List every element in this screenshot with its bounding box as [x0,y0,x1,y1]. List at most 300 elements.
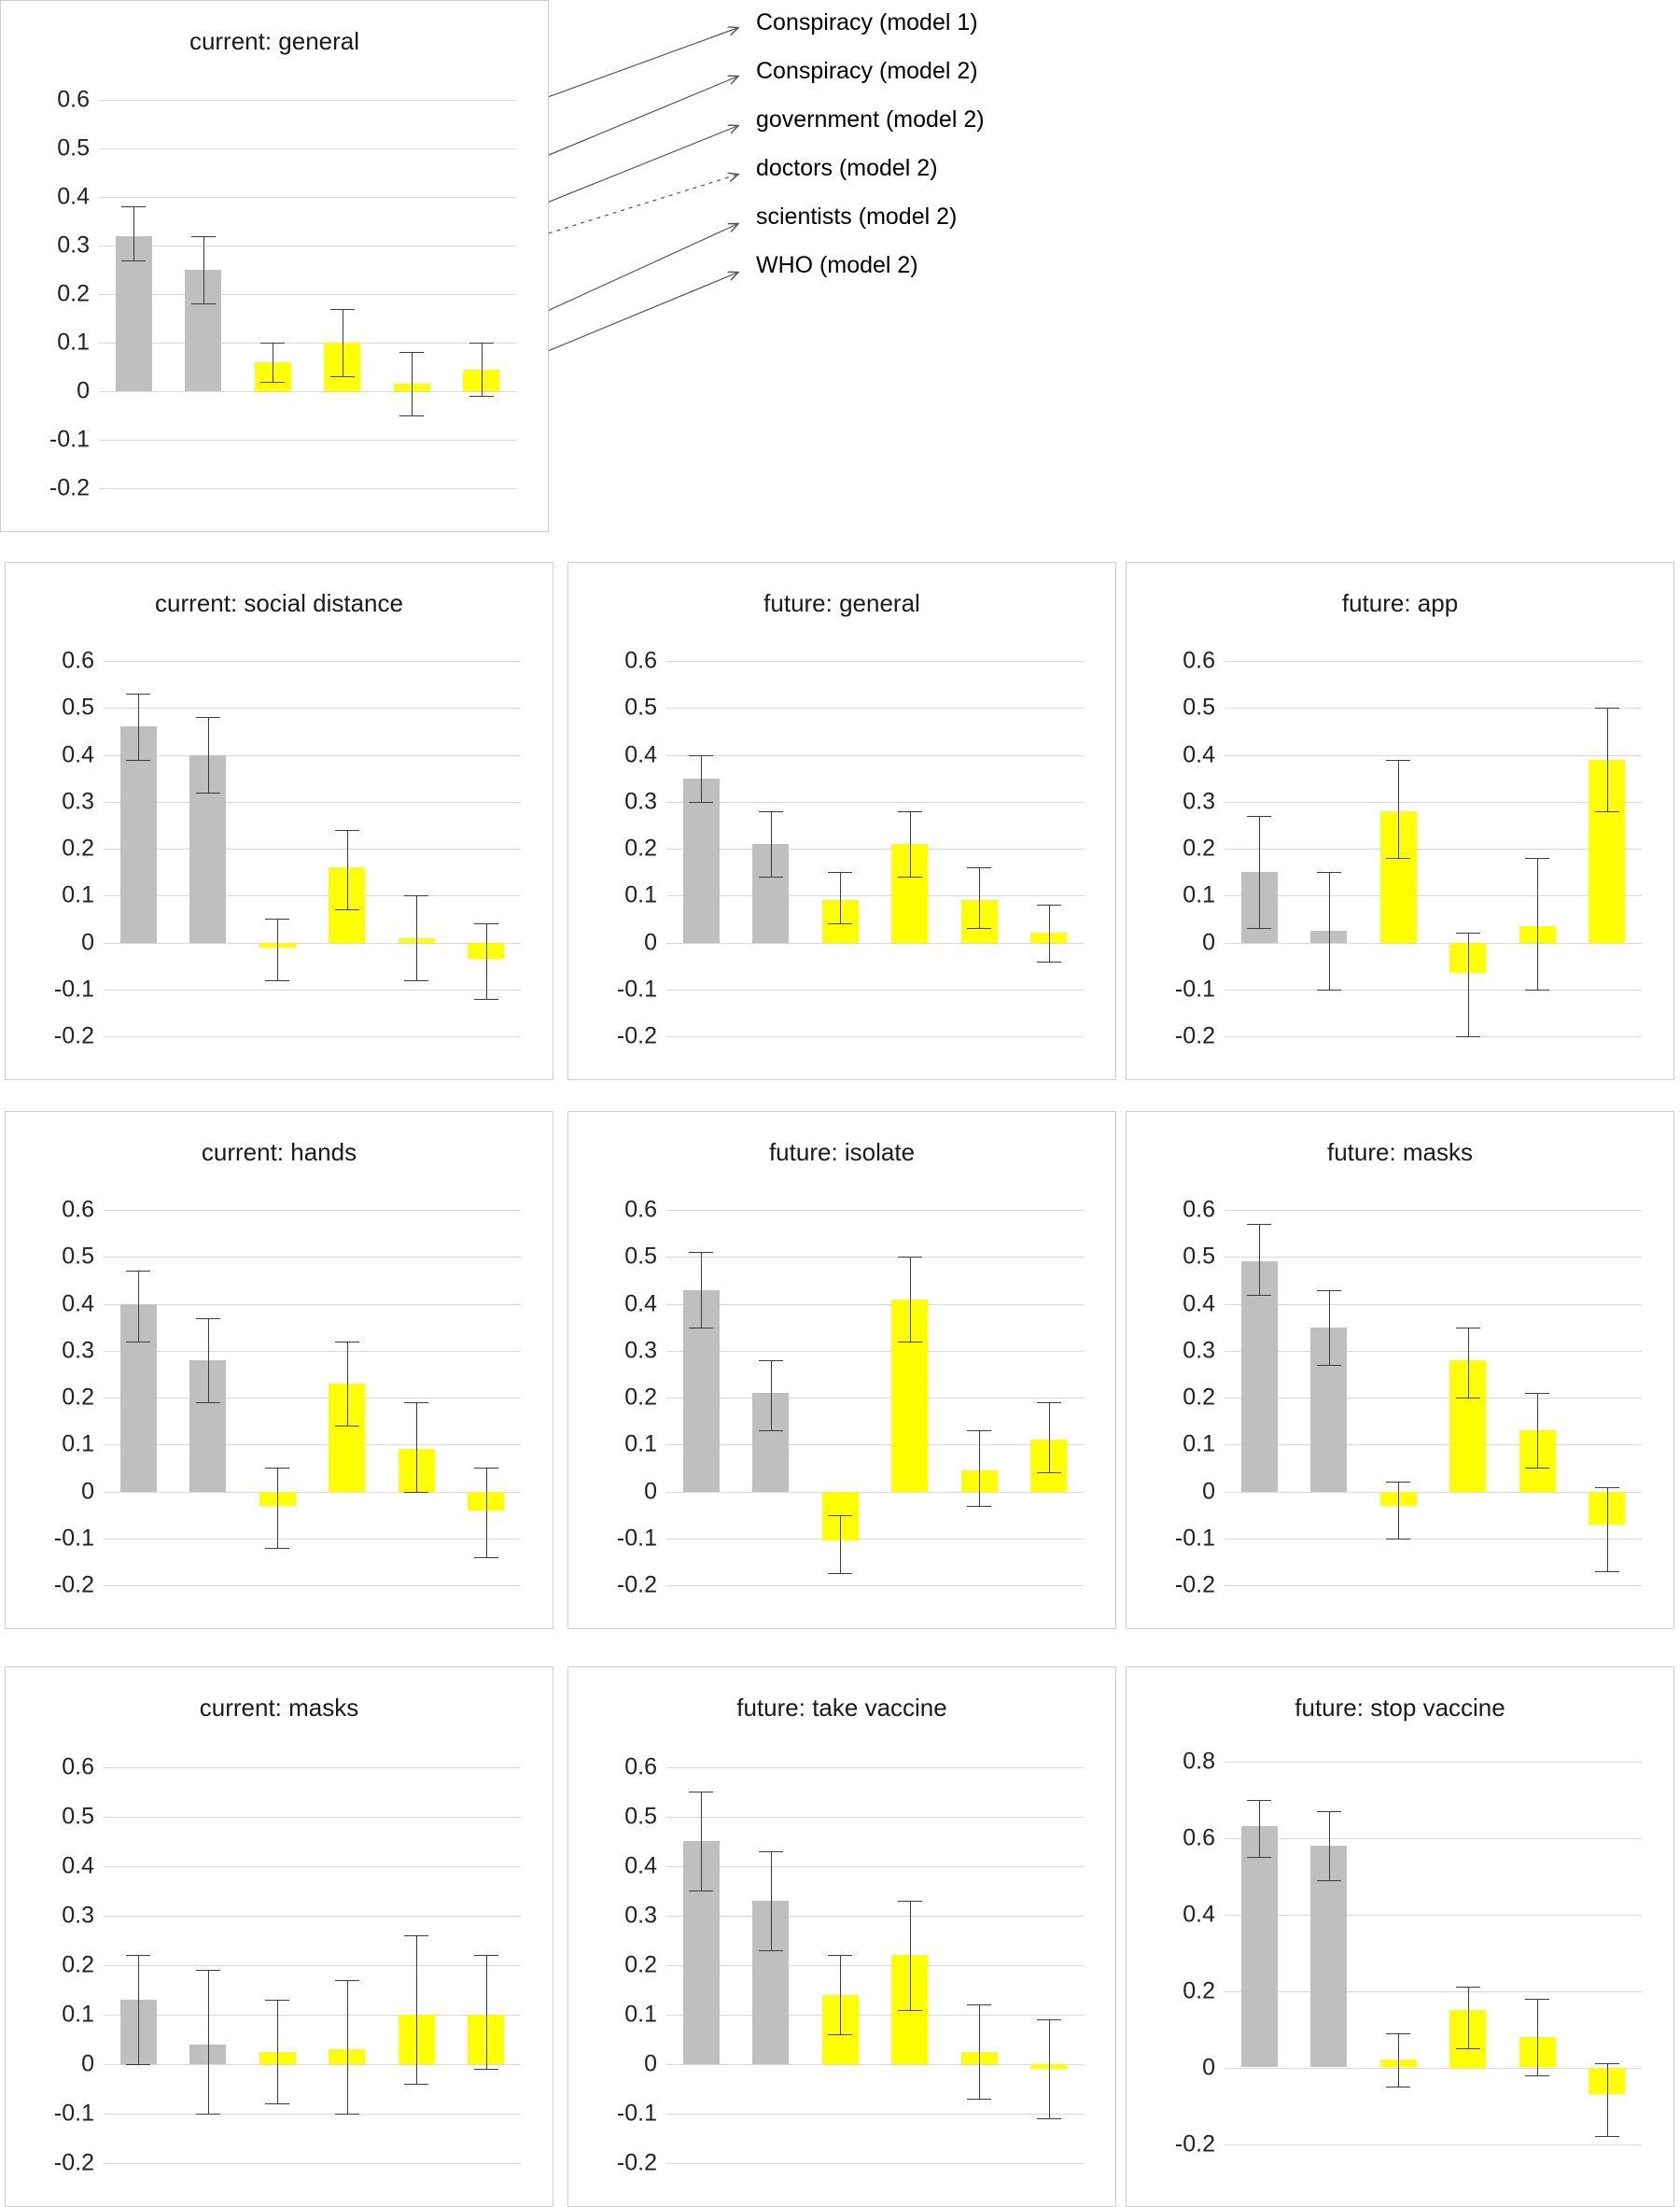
error-bar-cap [335,830,359,831]
y-axis-tick-label: -0.2 [1174,1022,1215,1049]
gridline [1225,2068,1642,2069]
gridline [1225,708,1642,709]
legend-item-2: government (model 2) [756,106,985,133]
error-bar-cap [265,919,289,920]
plot-area [1174,1187,1642,1598]
y-axis-tick-label: 0 [644,929,657,956]
y-axis-tick-label: 0.1 [1183,1430,1215,1457]
chart-title: future: app [1341,589,1459,617]
y-axis-tick-label: 0.1 [624,2001,657,2028]
y-axis-tick-label: -0.2 [53,1571,94,1598]
error-bar [1537,858,1538,990]
bar [1241,1261,1278,1491]
y-axis-tick-label: 0 [1202,929,1215,956]
error-bar [979,1430,980,1505]
y-axis-tick-label: 0.5 [62,1243,94,1270]
error-bar-cap [404,1402,428,1403]
error-bar-cap [1456,933,1480,934]
chart-panel [1126,562,1674,1080]
gridline [666,661,1084,662]
error-bar-cap [1456,1036,1480,1037]
error-bar-cap [474,999,498,1000]
error-bar-cap [1247,1295,1271,1296]
error-bar-cap [196,1402,220,1403]
chart-panel [1126,1666,1674,2207]
error-bar [1329,1290,1330,1365]
gridline [1225,802,1642,803]
gridline [666,849,1084,850]
error-bar-cap [967,928,991,929]
y-axis-tick-label: 0.5 [57,134,90,162]
y-axis-tick-label: 0.4 [62,741,94,768]
y-axis-tick-label: 0.6 [62,1753,94,1780]
gridline [104,849,521,850]
gridline [1225,1210,1642,1211]
error-bar-cap [469,343,494,344]
gridline [666,2114,1084,2115]
error-bar-cap [759,1360,783,1361]
error-bar-cap [1595,811,1619,812]
error-bar-cap [898,877,922,878]
y-axis-tick-label: -0.1 [53,976,94,1003]
y-axis-tick-label: 0.5 [624,1803,657,1830]
error-bar-cap [196,2114,220,2115]
error-bar-cap [335,2114,359,2115]
error-bar-cap [967,1430,991,1431]
error-bar-cap [1525,990,1549,991]
gridline [666,2015,1084,2016]
error-bar [979,867,980,928]
bar [683,779,720,943]
gridline [104,1257,521,1258]
error-bar-cap [474,923,498,924]
plot-area [616,638,1084,1049]
gridline [666,2163,1084,2164]
error-bar [1049,2019,1050,2118]
error-bar-cap [330,309,355,310]
error-bar [1049,905,1050,961]
plot-area [49,76,516,501]
error-bar-cap [1247,1224,1271,1225]
chart-panel [567,1666,1116,2207]
gridline [1225,1351,1642,1352]
error-bar-cap [265,1468,289,1469]
error-bar [208,1970,209,2114]
error-bar-cap [967,1506,991,1507]
error-bar-cap [1317,1880,1341,1881]
y-axis-tick-label: 0.4 [62,1852,94,1879]
error-bar [1329,872,1330,990]
plot-area [53,1187,521,1598]
bar [1241,1826,1278,2067]
y-axis-tick-label: -0.2 [1174,1571,1215,1598]
error-bar-cap [191,236,216,237]
y-axis-tick-label: 0.4 [1183,1290,1215,1317]
error-bar-cap [689,802,713,803]
error-bar [412,352,413,415]
error-bar [347,1980,348,2114]
error-bar-cap [1317,1290,1341,1291]
error-bar-cap [967,2004,991,2005]
error-bar [1607,1487,1608,1571]
y-axis-tick-label: -0.1 [53,2100,94,2127]
error-bar [138,1955,139,2064]
chart-panel [5,562,553,1080]
y-axis-tick-label: 0.2 [57,280,90,307]
error-bar-cap [898,1257,922,1258]
y-axis-tick-label: 0.2 [624,1384,657,1411]
gridline [666,1965,1084,1966]
gridline [666,1398,1084,1399]
error-bar [1398,2033,1399,2087]
chart-title: current: general [189,27,360,55]
plot-area [616,1187,1084,1598]
y-axis-tick-label: 0.6 [62,1196,94,1223]
error-bar [771,811,772,877]
y-axis-tick-label: -0.2 [616,1022,657,1049]
chart-title: future: isolate [768,1138,916,1166]
error-bar-cap [1595,1571,1619,1572]
y-axis-tick-label: 0.5 [1183,694,1215,721]
error-bar-cap [265,1548,289,1549]
y-axis-tick-label: 0 [81,1478,94,1505]
plot-area [616,1742,1084,2176]
error-bar [133,206,134,260]
gridline [1225,1838,1642,1839]
error-bar-cap [1456,2048,1480,2049]
y-axis-tick-label: -0.1 [616,2100,657,2127]
y-axis-tick-label: 0 [81,929,94,956]
legend-item-5: WHO (model 2) [756,252,918,278]
chart-title: current: masks [199,1694,359,1722]
error-bar [840,1515,841,1574]
gridline [104,943,521,944]
error-bar [347,1342,348,1426]
error-bar-cap [1595,2063,1619,2064]
y-axis-tick-label: 0.4 [1183,1901,1215,1927]
y-axis-tick-label: 0.5 [624,694,657,721]
error-bar-cap [399,352,424,353]
y-axis-tick-label: 0.2 [62,1951,94,1978]
gridline [1225,1762,1642,1763]
gridline [104,2114,521,2115]
error-bar-cap [1525,1468,1549,1469]
y-axis-tick-label: 0.6 [1183,1824,1215,1850]
error-bar [1329,1811,1330,1880]
gridline [104,1916,521,1917]
y-axis-tick-label: -0.2 [53,1022,94,1049]
chart-title: current: social distance [155,589,403,617]
gridline [666,1304,1084,1305]
y-axis-tick-label: 0.6 [62,647,94,674]
y-axis-tick-label: 0.3 [62,1902,94,1929]
error-bar-cap [404,2084,428,2085]
gridline [1225,849,1642,850]
error-bar-cap [126,760,150,761]
y-axis-tick-label: 0.1 [1183,881,1215,908]
gridline [666,802,1084,803]
error-bar [138,694,139,759]
error-bar-cap [898,1901,922,1902]
gridline [104,661,521,662]
y-axis-tick-label: 0.6 [1183,647,1215,674]
error-bar [347,830,348,909]
gridline [104,1866,521,1867]
error-bar [910,811,911,877]
gridline [104,1210,521,1211]
error-bar [701,1792,702,1891]
error-bar-cap [1525,858,1549,859]
y-axis-tick-label: -0.1 [1174,1525,1215,1552]
legend-item-3: doctors (model 2) [756,155,938,181]
error-bar-cap [828,872,852,873]
error-bar [277,919,278,979]
y-axis-tick-label: -0.1 [1174,976,1215,1003]
gridline [666,1257,1084,1258]
gridline [1225,1036,1642,1037]
gridline [104,1492,521,1493]
error-bar-cap [1037,962,1061,963]
error-bar [1537,1999,1538,2075]
error-bar-cap [335,1426,359,1427]
y-axis-tick-label: -0.1 [616,976,657,1003]
y-axis-tick-label: -0.1 [616,1525,657,1552]
plot-area [1174,638,1642,1049]
error-bar-cap [828,1573,852,1574]
error-bar [138,1271,139,1341]
error-bar-cap [126,1955,150,1956]
error-bar [416,895,417,979]
gridline [104,2163,521,2164]
error-bar-cap [689,1252,713,1253]
error-bar-cap [1525,1393,1549,1394]
error-bar [1049,1402,1050,1472]
gridline [104,2064,521,2065]
error-bar-cap [474,1955,498,1956]
chart-title: future: take vaccine [736,1694,947,1722]
error-bar-cap [191,303,216,304]
error-bar-cap [196,793,220,794]
error-bar [1537,1393,1538,1468]
error-bar [840,1955,841,2034]
y-axis-tick-label: -0.1 [49,426,90,453]
y-axis-tick-label: 0 [1202,2054,1215,2080]
error-bar-cap [1595,1487,1619,1488]
gridline [1225,1991,1642,1992]
error-bar-cap [1037,1472,1061,1473]
gridline [99,148,516,149]
error-bar-cap [1386,2087,1410,2088]
error-bar-cap [265,980,289,981]
error-bar-cap [121,206,146,207]
y-axis-tick-label: 0.2 [624,835,657,862]
gridline [104,1585,521,1586]
error-bar-cap [1456,1987,1480,1988]
y-axis-tick-label: 0.6 [1183,1196,1215,1223]
error-bar [208,1318,209,1402]
error-bar [1259,1800,1260,1858]
y-axis-tick-label: 0.8 [1183,1748,1215,1774]
chart-panel [1126,1111,1674,1629]
gridline [1225,661,1642,662]
error-bar-cap [1525,2075,1549,2076]
error-bar [1398,760,1399,858]
gridline [666,895,1084,896]
error-bar-cap [1247,816,1271,817]
y-axis-tick-label: -0.1 [53,1525,94,1552]
gridline [104,1304,521,1305]
error-bar-cap [196,1970,220,1971]
y-axis-tick-label: 0.6 [624,1753,657,1780]
gridline [99,343,516,344]
y-axis-tick-label: 0.3 [1183,788,1215,815]
y-axis-tick-label: 0.3 [62,1337,94,1364]
chart-title: future: masks [1326,1138,1474,1166]
y-axis-tick-label: -0.2 [1174,2130,1215,2157]
error-bar [1468,933,1469,1036]
error-bar-cap [759,1950,783,1951]
error-bar-cap [828,2034,852,2035]
error-bar-cap [260,382,285,383]
y-axis-tick-label: 0.3 [624,1337,657,1364]
error-bar-cap [759,1430,783,1431]
error-bar [1398,1482,1399,1538]
y-axis-tick-label: 0 [644,2050,657,2077]
error-bar-cap [330,376,355,377]
y-axis-tick-label: 0.1 [62,881,94,908]
error-bar-cap [121,260,146,261]
y-axis-tick-label: 0.3 [624,1902,657,1929]
chart-title: future: stop vaccine [1295,1694,1505,1722]
y-axis-tick-label: 0.1 [57,329,90,356]
error-bar-cap [399,415,424,416]
y-axis-tick-label: 0.6 [624,647,657,674]
error-bar-cap [404,980,428,981]
error-bar [840,872,841,923]
error-bar-cap [1386,1482,1410,1483]
error-bar-cap [1386,760,1410,761]
error-bar-cap [474,1468,498,1469]
error-bar-cap [967,867,991,868]
y-axis-tick-label: 0 [1202,1478,1215,1505]
error-bar [1468,1987,1469,2048]
error-bar-cap [1037,2019,1061,2020]
gridline [666,1492,1084,1493]
gridline [666,1210,1084,1211]
error-bar [1607,708,1608,811]
y-axis-tick-label: 0 [644,1478,657,1505]
y-axis-tick-label: -0.2 [53,2149,94,2176]
error-bar-cap [1595,2136,1619,2137]
gridline [1225,895,1642,896]
gridline [666,1817,1084,1818]
y-axis-tick-label: 0.4 [624,1290,657,1317]
error-bar-cap [759,877,783,878]
gridline [104,1351,521,1352]
error-bar-cap [828,1955,852,1956]
y-axis-tick-label: 0.5 [62,694,94,721]
error-bar [416,1935,417,2084]
y-axis-tick-label: 0.3 [624,788,657,815]
error-bar [486,1955,487,2069]
gridline [1225,1444,1642,1445]
error-bar [416,1402,417,1491]
gridline [104,755,521,756]
y-axis-tick-label: 0.4 [624,741,657,768]
error-bar-cap [1317,1811,1341,1812]
error-bar-cap [126,2064,150,2065]
y-axis-tick-label: 0.2 [1183,1384,1215,1411]
y-axis-tick-label: 0.1 [62,1430,94,1457]
error-bar-cap [1037,905,1061,906]
y-axis-tick-label: 0.2 [62,1384,94,1411]
gridline [99,100,516,101]
gridline [666,1444,1084,1445]
gridline [104,1767,521,1768]
error-bar-cap [1456,1398,1480,1399]
error-bar [482,343,483,396]
chart-title: future: general [763,589,920,617]
error-bar-cap [1247,1857,1271,1858]
gridline [666,1585,1084,1586]
error-bar-cap [1525,1999,1549,2000]
gridline [1225,1585,1642,1586]
error-bar [208,717,209,792]
error-bar-cap [759,1851,783,1852]
gridline [104,990,521,991]
error-bar-cap [1037,2118,1061,2119]
y-axis-tick-label: 0.1 [624,881,657,908]
y-axis-tick-label: 0.1 [62,2001,94,2028]
error-bar [1468,1328,1469,1398]
error-bar-cap [469,396,494,397]
y-axis-tick-label: 0.5 [62,1803,94,1830]
gridline [666,2064,1084,2065]
gridline [99,391,516,392]
error-bar-cap [1317,1365,1341,1366]
gridline [104,1965,521,1966]
error-bar [277,2000,278,2103]
gridline [104,1036,521,1037]
y-axis-tick-label: 0.3 [1183,1337,1215,1364]
chart-panel [0,0,549,532]
error-bar-cap [689,755,713,756]
error-bar [1259,1224,1260,1294]
error-bar-cap [335,1980,359,1981]
gridline [666,1036,1084,1037]
y-axis-tick-label: 0.4 [62,1290,94,1317]
gridline [666,1351,1084,1352]
error-bar-cap [265,2103,289,2104]
chart-panel [567,562,1116,1080]
error-bar-cap [126,1271,150,1272]
y-axis-tick-label: -0.2 [49,474,90,501]
y-axis-tick-label: 0.2 [1183,835,1215,862]
plot-area [1174,1742,1642,2163]
y-axis-tick-label: 0.5 [624,1243,657,1270]
y-axis-tick-label: -0.2 [616,1571,657,1598]
y-axis-tick-label: 0.6 [57,86,90,113]
gridline [666,943,1084,944]
error-bar-cap [828,923,852,924]
y-axis-tick-label: 0.3 [57,232,90,259]
gridline [1225,1304,1642,1305]
legend-item-1: Conspiracy (model 2) [756,58,978,84]
error-bar-cap [1386,2033,1410,2034]
error-bar-cap [898,2010,922,2011]
error-bar-cap [967,2099,991,2100]
error-bar-cap [404,1935,428,1936]
